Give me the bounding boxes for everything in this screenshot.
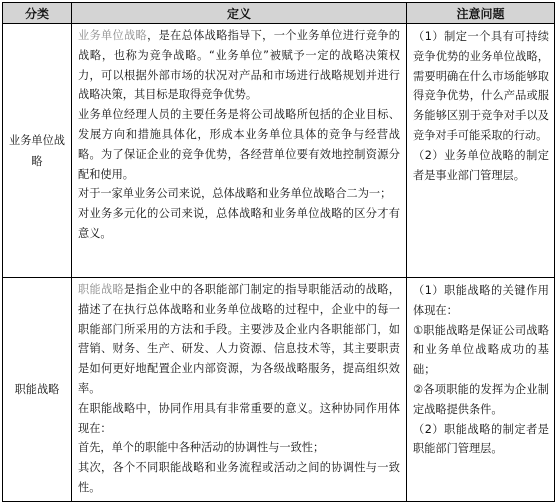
note-paragraph: （2）业务单位战略的制定者是事业部门管理层。 (413, 148, 549, 182)
definition-paragraph: 对业务多元化的公司来说，总体战略和业务单位战略的区分才有意义。 (78, 207, 400, 240)
category-label: 职能战略 (14, 382, 60, 396)
note-paragraph: （1）职能战略的关键作用体现在： (413, 284, 549, 317)
category-cell (3, 24, 72, 278)
table-row (3, 24, 555, 278)
definition-paragraph: 首先，单个的职能中各种活动的协调性与一致性； (78, 441, 325, 455)
strategy-table (2, 2, 555, 502)
category-cell (3, 278, 72, 502)
definition-paragraph: 对于一家单业务公司来说，总体战略和业务单位战略合二为一； (78, 187, 392, 201)
term-highlight: 职能战略 (78, 283, 125, 296)
definition-text: 是指企业中的各职能部门制定的指导职能活动的战略，描述了在执行总体战略和业务单位战略的过程中，企业中的每一职能部门所采用的方法和手段。主要涉及企业内各职能部门，如营销、财务、生产、研发、人力资源、信息技术等，其主要职责是如何更好地配置企业内部资源，为各级战略服务，提高组织效率。 (78, 283, 400, 395)
header-notes: 注意问题 (407, 3, 555, 24)
definition-paragraph (78, 280, 400, 399)
header-row (3, 3, 555, 24)
note-paragraph: （1）制定一个具有可持续竞争优势的业务单位战略，需要明确在什么市场能够取得竞争优势，什么产品或服务能够区别于竞争对手以及竞争对手可能采取的行动。 (413, 30, 549, 142)
header-category: 分类 (3, 3, 72, 24)
header-definition: 定义 (72, 3, 407, 24)
definition-paragraph (78, 26, 400, 105)
category-label: 业务单位战略 (9, 133, 65, 168)
note-paragraph: （2）职能战略的制定者是职能部门管理层。 (413, 422, 549, 456)
definition-cell (72, 278, 407, 502)
definition-cell (72, 24, 407, 278)
notes-cell (407, 278, 555, 502)
note-paragraph: ②各项职能的发挥为企业制定战略提供条件。 (413, 382, 549, 416)
notes-cell (407, 24, 555, 278)
definition-text: ，是在总体战略指导下，一个业务单位进行竞争的战略，也称为竞争战略。“业务单位”被赋予一定的战略决策权力，可以根据外部市场的状况对产品和市场进行战略规划并进行战略决策，其目标是取得竞争优势。 (78, 29, 400, 102)
table-row (3, 278, 555, 502)
note-paragraph: ①职能战略是保证公司战略和业务单位战略成功的基础； (413, 323, 549, 377)
definition-paragraph: 其次，各个不同职能战略和业务流程或活动之间的协调性与一致性。 (78, 461, 400, 494)
definition-paragraph: 在职能战略中，协同作用具有非常重要的意义。这种协同作用体现在： (78, 401, 400, 435)
term-highlight: 业务单位战略 (78, 29, 148, 42)
definition-paragraph: 业务单位经理人员的主要任务是将公司战略所包括的企业目标、发展方向和措施具体化，形成本业务单位具体的竞争与经营战略。为了保证企业的竞争优势，各经营单位要有效地控制资源分配和使用。 (78, 108, 400, 181)
